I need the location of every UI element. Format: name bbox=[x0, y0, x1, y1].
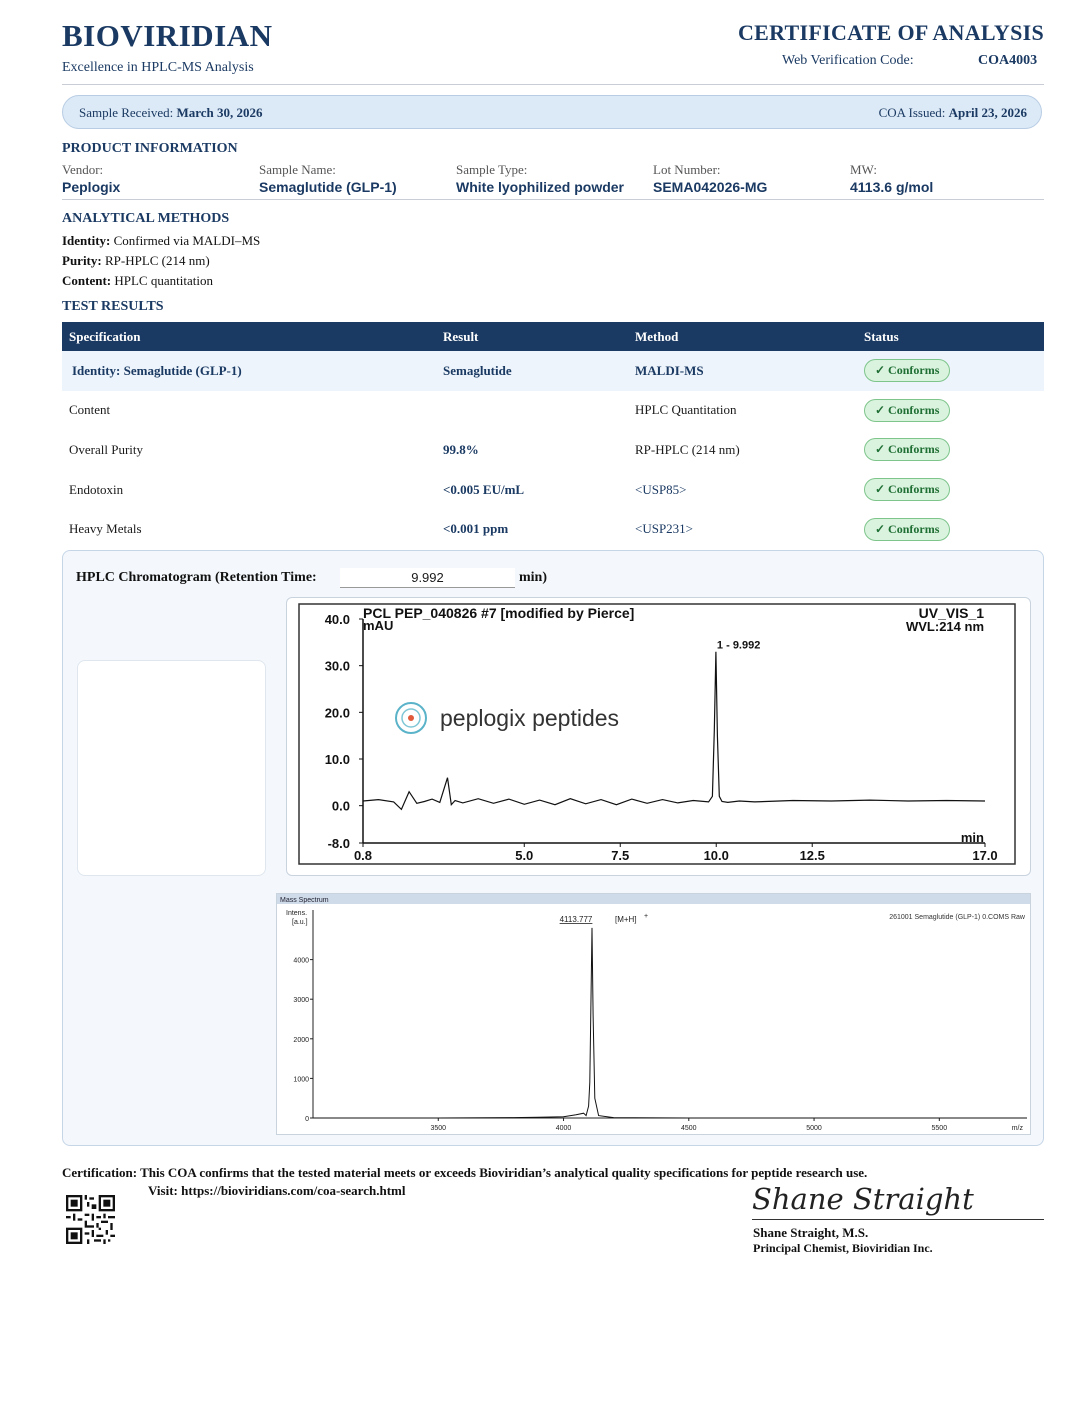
method-content-value: HPLC quantitation bbox=[114, 273, 213, 288]
results-table bbox=[62, 322, 1044, 549]
sample-type-label: Sample Type: bbox=[456, 162, 528, 177]
status-cell bbox=[857, 509, 1044, 549]
ms-x-tick-label: 3500 bbox=[430, 1125, 447, 1132]
lot-number-value: SEMA042026-MG bbox=[653, 179, 768, 195]
x-unit-label: min bbox=[960, 830, 984, 845]
method-content bbox=[62, 273, 213, 289]
spec-cell: Overall Purity bbox=[69, 441, 144, 457]
received-label: Sample Received: bbox=[79, 105, 174, 120]
y-tick-label: 40.0 bbox=[324, 612, 350, 627]
ms-y-tick-label: 4000 bbox=[293, 957, 309, 965]
issued-value: April 23, 2026 bbox=[948, 105, 1027, 120]
ms-file-label: 261001 Semaglutide (GLP-1) 0.COMS Raw bbox=[889, 914, 1025, 921]
table-row bbox=[62, 391, 1044, 431]
spec-cell: Identity: Semaglutide (GLP-1) bbox=[62, 351, 436, 391]
table-row bbox=[62, 430, 1044, 470]
product-info-heading: PRODUCT INFORMATION bbox=[62, 141, 238, 156]
date-bar bbox=[62, 95, 1042, 129]
brand-tagline: Excellence in HPLC-MS Analysis bbox=[62, 60, 254, 75]
mw-value: 4113.6 g/mol bbox=[850, 179, 934, 195]
watermark-text: peplogix peptides bbox=[440, 705, 620, 731]
ms-y-label: Intens. bbox=[286, 910, 308, 917]
table-row bbox=[62, 509, 1044, 549]
retention-time-unit: min) bbox=[519, 570, 547, 585]
table-row bbox=[62, 351, 1044, 391]
signer-title: Principal Chemist, Bioviridian Inc. bbox=[753, 1241, 933, 1255]
y-tick-label: 20.0 bbox=[324, 705, 350, 721]
verification-code: COA4003 bbox=[978, 53, 1038, 68]
received-value: March 30, 2026 bbox=[176, 105, 263, 120]
x-tick-label: 5.0 bbox=[515, 848, 534, 863]
result-cell: 99.8% bbox=[443, 441, 479, 457]
method-content-label: Content: bbox=[62, 273, 112, 288]
status-badge: ✓ Conforms bbox=[864, 399, 950, 422]
y-unit-label: mAU bbox=[363, 618, 394, 633]
ms-x-tick-label: 5000 bbox=[806, 1125, 822, 1132]
ms-y-tick-label: 1000 bbox=[293, 1076, 309, 1084]
column-header: Status bbox=[857, 322, 1044, 351]
method-cell: MALDI-MS bbox=[628, 351, 857, 391]
signer-name: Shane Straight, M.S. bbox=[753, 1225, 869, 1240]
method-cell: HPLC Quantitation bbox=[635, 402, 737, 418]
document-title: CERTIFICATE OF ANALYSIS bbox=[737, 20, 1044, 45]
ms-peak-charge: + bbox=[644, 913, 649, 920]
result-cell: <0.005 EU/mL bbox=[443, 481, 525, 497]
coa-issued bbox=[879, 105, 1027, 121]
status-badge: ✓ Conforms bbox=[864, 438, 950, 461]
method-cell: RP-HPLC (214 nm) bbox=[635, 441, 740, 457]
ms-y-tick-label: 2000 bbox=[293, 1036, 309, 1044]
ms-panel-title: Mass Spectrum bbox=[280, 897, 329, 904]
hplc-chart bbox=[287, 598, 1030, 875]
ms-x-tick-label: 4500 bbox=[681, 1125, 697, 1132]
verification-label: Web Verification Code: bbox=[782, 53, 914, 68]
table-row bbox=[62, 470, 1044, 510]
method-identity-label: Identity: bbox=[62, 233, 111, 248]
ms-x-unit: m/z bbox=[1011, 1125, 1023, 1132]
status-badge: ✓ Conforms bbox=[864, 359, 950, 382]
column-header: Specification bbox=[62, 322, 436, 351]
method-cell: <USP231> bbox=[635, 521, 694, 537]
verification-url[interactable]: Visit: https://bioviridians.com/coa-search.html bbox=[148, 1183, 406, 1198]
certification-text: Certification: This COA confirms that the tested material meets or exceeds Bioviridian’s analytical quality specifications for peptide research use. bbox=[62, 1165, 868, 1180]
status-badge: ✓ Conforms bbox=[864, 478, 950, 501]
hplc-chart-frame bbox=[286, 597, 1031, 876]
method-purity bbox=[62, 253, 210, 269]
method-cell: <USP85> bbox=[635, 481, 687, 497]
spec-cell: Content bbox=[69, 402, 111, 418]
vendor-label: Vendor: bbox=[62, 162, 104, 177]
ms-peak-mz: 4113.777 bbox=[559, 915, 593, 924]
x-tick-label: 7.5 bbox=[611, 848, 630, 863]
y-tick-label: 30.0 bbox=[324, 658, 350, 674]
qr-code[interactable] bbox=[66, 1195, 115, 1244]
ms-y-label-unit: [a.u.] bbox=[292, 919, 308, 926]
ms-y-tick-label: 0 bbox=[305, 1116, 309, 1123]
mw-label: MW: bbox=[850, 162, 877, 177]
status-cell bbox=[857, 391, 1044, 431]
status-cell bbox=[857, 430, 1044, 470]
blank-card bbox=[77, 660, 266, 876]
spec-cell: Endotoxin bbox=[69, 481, 124, 497]
x-tick-label: 12.5 bbox=[799, 848, 825, 863]
results-header-row bbox=[62, 322, 1044, 351]
peak-label: 1 - 9.992 bbox=[716, 639, 761, 652]
issued-label: COA Issued: bbox=[878, 105, 946, 120]
y-tick-label: 0.0 bbox=[331, 798, 350, 814]
wavelength-label: WVL:214 nm bbox=[905, 619, 984, 634]
y-tick-label: -8.0 bbox=[327, 836, 350, 851]
sample-name-value: Semaglutide (GLP-1) bbox=[259, 179, 397, 195]
watermark-logo bbox=[396, 703, 619, 733]
brand-name: BIOVIRIDIAN bbox=[62, 18, 273, 53]
ms-peak-ion: [M+H] bbox=[615, 915, 637, 924]
spec-cell: Heavy Metals bbox=[69, 521, 142, 537]
x-tick-label: 0.8 bbox=[353, 848, 373, 863]
lot-number-label: Lot Number: bbox=[653, 162, 721, 177]
result-cell bbox=[436, 391, 628, 431]
sample-received bbox=[79, 105, 263, 121]
result-cell: Semaglutide bbox=[436, 351, 628, 391]
ms-x-tick-label: 5500 bbox=[931, 1125, 948, 1132]
method-purity-label: Purity: bbox=[62, 253, 102, 268]
ms-titlebar bbox=[277, 894, 1030, 904]
method-purity-value: RP-HPLC (214 nm) bbox=[104, 253, 210, 268]
hplc-border bbox=[299, 604, 1015, 864]
column-header: Method bbox=[628, 322, 857, 351]
mass-spectrum-trace bbox=[313, 928, 1027, 1118]
signature-line bbox=[752, 1219, 1044, 1220]
channel-label: UV_VIS_1 bbox=[918, 605, 984, 621]
mass-spectrum-frame bbox=[276, 893, 1031, 1135]
y-tick-label: 10.0 bbox=[324, 752, 350, 767]
run-title: PCL PEP_040826 #7 [modified by Pierce] bbox=[363, 605, 635, 621]
methods-heading: ANALYTICAL METHODS bbox=[62, 211, 230, 226]
status-badge: ✓ Conforms bbox=[864, 518, 950, 541]
status-cell bbox=[857, 351, 1044, 391]
vendor-value: Peplogix bbox=[62, 179, 121, 195]
result-cell: <0.001 ppm bbox=[443, 521, 509, 537]
x-tick-label: 17.0 bbox=[972, 848, 998, 863]
retention-time-value: 9.992 bbox=[340, 568, 515, 588]
method-identity-value: Confirmed via MALDI–MS bbox=[113, 233, 261, 248]
test-results-heading: TEST RESULTS bbox=[62, 299, 164, 314]
header-divider bbox=[62, 84, 1044, 85]
sample-name-label: Sample Name: bbox=[259, 162, 336, 177]
column-header: Result bbox=[436, 322, 628, 351]
sample-type-value: White lyophilized powder bbox=[456, 179, 624, 195]
method-identity bbox=[62, 233, 260, 249]
status-cell bbox=[857, 470, 1044, 510]
mass-spectrum-chart bbox=[277, 894, 1030, 1134]
x-tick-label: 10.0 bbox=[703, 848, 729, 863]
ms-x-tick-label: 4000 bbox=[555, 1125, 572, 1132]
ms-y-tick-label: 3000 bbox=[293, 997, 309, 1005]
chromatogram-title: HPLC Chromatogram (Retention Time: bbox=[76, 570, 317, 585]
signature: Shane Straight bbox=[752, 1182, 974, 1216]
product-info-divider bbox=[62, 199, 1044, 200]
